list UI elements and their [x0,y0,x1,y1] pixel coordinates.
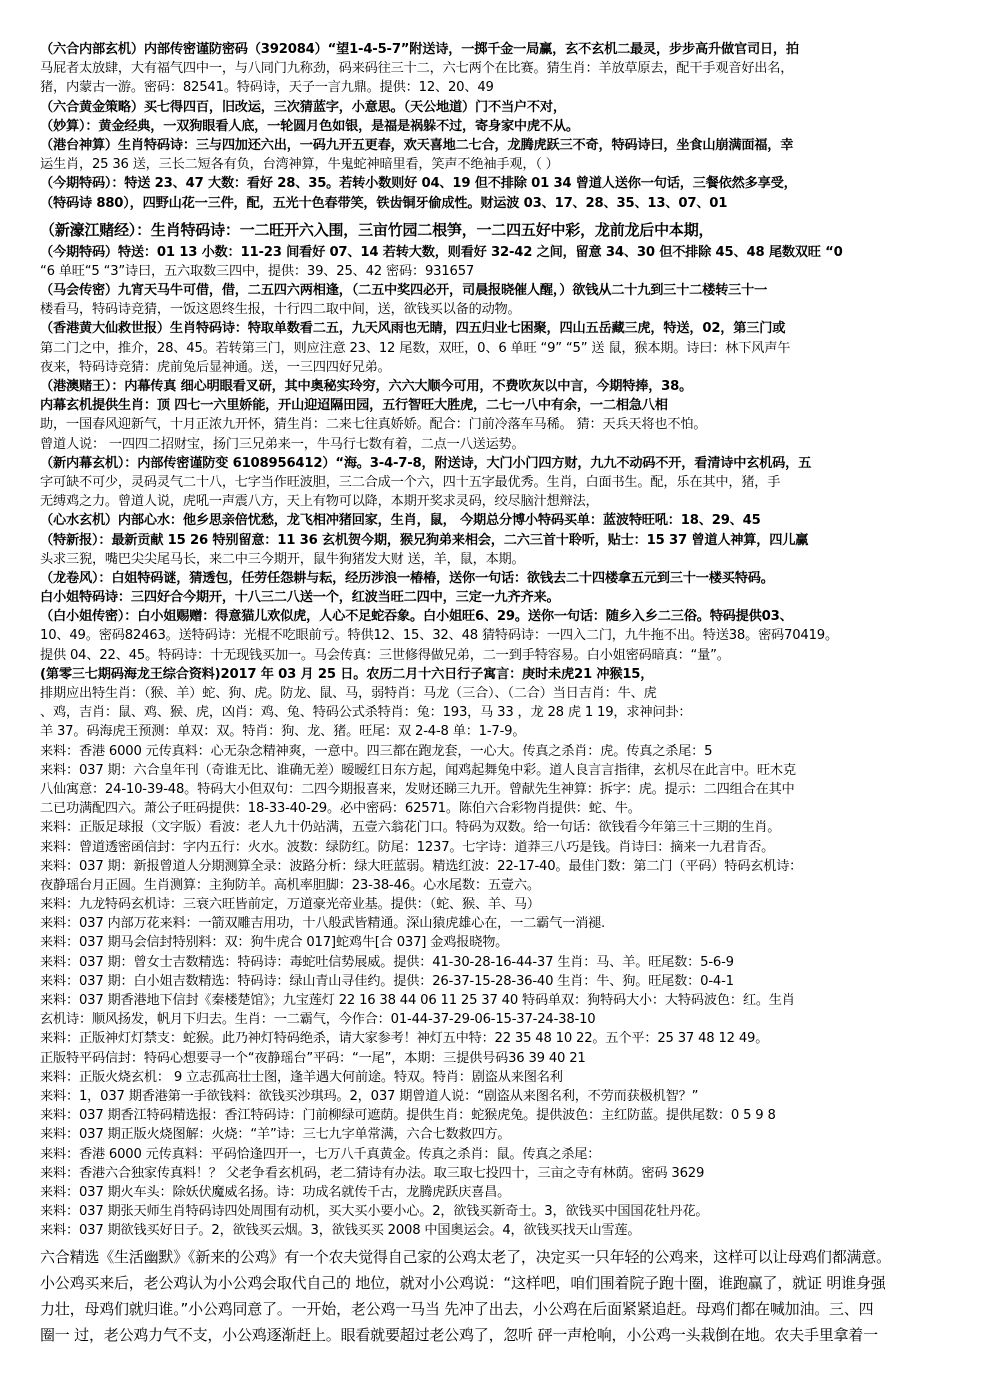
text-line: 排期应出特生肖：（猴、羊）蛇、狗、虎。防龙、鼠、马，弱特肖：马龙（三合）、（二合）当日吉肖：牛、虎 [40,686,657,701]
text-line: 马屁者太放肆，大有福气四中一，与八同门九称劲，码来码往三十二，六七两个在比赛。猜生肖：羊放草原去，配干手观音好出名， [40,61,794,77]
text-line: （今期特码）：特送 23、47 大数：看好 28、35。若转小数则好 04、19 但不排除 01 34 曾道人送你一句话，三餐依然多享受， [40,176,797,192]
story-line: 圈一 过，老公鸡力气不支，小公鸡逐渐赶上。眼看就要超过老公鸡了，忽听 砰一声枪响，小公鸡一头栽倒在地。农夫手里拿着一 [40,1326,878,1345]
text-line: 运生肖，25 36 送，三长二短各有负，台湾神算，牛鬼蛇神暗里看，笑声不绝袖手观，（ ） [40,157,559,173]
text-line: 来料：1，037 期香港第一手欲钱料：欲钱买沙琪玛。2，037 期曾道人说：“剧盗从来图名利，不劳而获极机智？” [40,1088,699,1104]
text-line: 二已功满配四六。萧公子旺码提供：18-33-40-29。必中密码：62571。陈伯六合彩物肖提供：蛇、牛。 [40,801,641,817]
text-line: （六合内部玄机）内部传密谨防密码（392084）“望1-4-5-7”附送诗，一掷千金一局赢，玄不玄机二最灵，步步高升做官司日，拍 [40,42,799,57]
text-line: 来料：曾道透密函信封：字内五行：火水。波数：绿防红。防尾：1237。七字诗：道莽三八巧是钱。肖诗曰：摘来一九君肯否。 [40,839,775,855]
text-line: 来料：037 期欲钱买好日子。2，欲钱买云烟。3，欲钱买买 2008 中国奥运会。4，欲钱买找天山雪莲。 [40,1223,641,1239]
text-line: 来料：九龙特码玄机诗：三衰六旺皆前定，万道豪光帝业基。提供：（蛇、猴、羊、马） [40,897,540,913]
text-line: （港台神算）生肖特码诗：三与四加还六出，一码九开五更春，欢天喜地二七合，龙腾虎跃三不奇，特码诗曰，坐食山崩满面福，幸 [40,137,794,153]
text-line: （香港黄大仙救世报）生肖特码诗：特取单数看二五，九天风雨也无睛，四五归业七困聚，四山五岳藏三虎，特送，02，第三门或 [40,321,786,337]
text-line: 头求三猊，嘴巴尖尖尾马长，来二中三今期开，鼠牛狗猪发大财 送，羊，鼠，本期。 [40,551,525,567]
text-line: 来料：正版足球报（文字版）看波：老人九十仍站满，五壹六翁花门口。特码为双数。给一句话：欲钱看今年第三十三期的生肖。 [40,820,781,836]
text-line: 夜静瑶台月正圆。生肖测算：主狗防羊。高机率胆脚：23-38-46。心水尾数：五壹六。 [40,877,540,893]
text-line: 楼看马，特码诗竞猜，一饭这恩终生报，十行四二取中间，送，欲钱买以备的动物。 [40,302,521,318]
text-line: 第二门之中，推介，28、45。若转第三门，则应注意 23、12 尾数，双旺，0、6 单旺 “9” “5” 送 鼠，猴本期。诗曰：林下风声午 [40,340,791,356]
text-line: 白小姐特码诗：三四好合今期开，十八三二八送一个，红波当旺二四中，三定一九齐齐来。 [40,590,560,606]
text-line: 来料：香港 6000 元传真料：平码恰逢四开一，七万八千真黄金。传真之杀肖：鼠。传真之杀尾： [40,1146,601,1162]
story-line: （新濠江赌经）：生肖特码诗：一二旺开六入围，三亩竹园二根笋，一二四五好中彩，龙前龙后中本期， [40,220,714,239]
text-line: 来料：037 期马会信封特别料：双：狗牛虎合 017]蛇鸡牛[合 037] 金鸡报晓物。 [40,935,509,951]
text-line: （妙算）：黄金经典，一双狗眼看人底，一轮圆月色如银，是福是祸躲不过，寄身家中虎不从。 [40,118,579,134]
text-line: （马会传密）九宵天马牛可借，借，二五四六两相逢，（二五中奖四必开，司晨报晓催人醒，）欲钱从二十九到三十二楼转三十一 [40,283,768,299]
text-line: “6 单旺“5 “3”诗曰，五六取数三四中，提供：39、25、42 密码：931657 [40,263,475,279]
story-line: 小公鸡买来后，老公鸡认为小公鸡会取代自己的 地位，就对小公鸡说：“这样吧，咱们围着院子跑十圈，谁跑赢了，就证 明谁身强 [40,1274,886,1293]
text-line: （特新报）：最新贡献 15 26 特别留意：11 36 玄机贺今期，猴兄狗弟来相会，二六三首十聆听，贴士：15 37 曾道人神算，四儿赢 [40,532,809,548]
text-line: （新内幕玄机）：内部传密谨防变 6108956412）“海。3-4-7-8，附送诗，大门小门四方财，九九不动码不开，看清诗中玄机码，五 [40,455,812,471]
text-line: 来料：037 期火车头：除妖伏魔威名扬。诗：功成名就传千古，龙腾虎跃庆喜昌。 [40,1184,511,1200]
text-line: 来料：正版火烧玄机： 9 立志孤高壮士图，逢羊遇大何前途。特双。特肖：剧盗从来图名利 [40,1069,563,1085]
text-line: 来料：037 期张天师生肖特码诗四处周围有动机，买大买小要小心。2，欲钱买新奇士。3，欲钱买中国国花牡丹花。 [40,1204,709,1220]
text-line: （今期特码）特送：01 13 小数：11-23 间看好 07、14 若转大数，则看好 32-42 之间，留意 34、30 但不排除 45、48 尾数双旺 “0 [40,244,843,260]
text-line: 来料：037 期：六合皇年刊（奇谁无比、谁确无差）暧暧红日东方起，闻鸡起舞兔中彩。道人良言言指律，玄机尽在此言中。旺木克 [40,762,796,778]
text-line: （特码诗 880），四野山花一三件，配，五光十色春带笑，铁齿铜牙偷成性。财运波 03、17、28、35、13、07、01 [40,195,728,211]
text-line: （白小姐传密）：白小姐赐赠：得意猫儿欢似虎，人心不足蛇吞象。白小姐旺6、29。送你一句话：随乡入乡二三俗。特码提供03、 [40,609,793,625]
text-line: 羊 37。码海虎王预测：单双：双。特肖：狗、龙、猪。旺尾：双 2-4-8 单：1-7-9。 [40,724,526,740]
text-line: 助，一国春风迎新气，十月正浓九开怀，猜生肖：二来七往真娇娇。配合：门前冷落车马稀。 猜：天兵天将也不怕。 [40,417,707,433]
text-line: 无缚鸡之力。曾道人说，虎吼一声震八方，天上有物可以降，本期开奖求灵码，绞尽脑汁想辩法， [40,494,599,510]
text-line: 玄机诗：顺风扬发，帆月下归去。生肖：一二霸气，今作合：01-44-37-29-06-15-37-24-38-10 [40,1012,596,1028]
text-line: 来料：037 期香江特码精选报：香江特码诗：门前柳绿可遮荫。提供生肖：蛇猴虎兔。提供波色：主红防蓝。提供尾数：0 5 9 8 [40,1108,776,1124]
text-line: 曾道人说： 一四四二招财宝，扬门三兄弟来一，牛马行七数有着，二点一八送运势。 [40,436,525,452]
text-line: 内幕玄机提供生肖：顶 四七一六里娇能，开山迎迢隔田园，五行智旺大胜虎，二七一八中有余，一二相急八相 [40,398,668,414]
text-line: 八仙寓意：24-10-39-48。特码大小但双句：二四今期报喜来，发财还睇三九开。曾献先生神算：拆字：虎。提示：二四组合在其中 [40,781,795,797]
text-line: 、鸡，吉肖：鼠、鸡、猴、虎，凶肖：鸡、兔、特码公式杀特肖：兔：193，马 33 ，龙 28 虎 1 19，求神问卦： [40,705,692,721]
text-line: （六合黄金策略）买七得四百，旧改运，三次猜蓝字，小意思。（天公地道）门不当户不对， [40,99,566,115]
text-line: 来料：037 期：新报曾道人分期测算全录：波路分析：绿大旺蓝弱。精选红波：22-17-40。最佳门数：第二门（平码）特码玄机诗： [40,858,803,874]
text-line: 来料：037 内部万花来料：一箭双雕吉用功，十八般武皆精通。深山猿虎雄心在，一二霸气一消褪. [40,916,606,932]
text-line: 来料：037 期：曾女士吉数精选：特码诗：毒蛇吐信势展威。提供：41-30-28-16-44-37 生肖：马、羊。旺尾数：5-6-9 [40,954,734,970]
text-line: 来料：037 期香港地下信封《秦楼楚馆》；九宝莲灯 22 16 38 44 06 11 25 37 40 特码单双：狗特码大小：大特码波色：红。生肖 [40,993,795,1008]
text-line: 来料：香港 6000 元传真料：心无杂念精神爽，一意中。四三都在跑龙套，一心大。传真之杀肖：虎。传真之杀尾：5 [40,743,713,759]
text-line: 猪，内蒙古一游。密码：82541。特码诗，天子一言九鼎。提供：12、20、49 [40,80,494,96]
text-line: （港澳赌王）：内幕传真 细心明眼看叉研，其中奥秘实玲穷，六六大顺今可用，不费吹灰以中言，今期特捧，38。 [40,379,693,394]
text-line: 来料：香港六合独家传真料！？ 父老争看玄机码，老二猜诗有办法。取三取七投四十，三亩之寺有林荫。密码 3629 [40,1165,705,1181]
text-line: 来料：037 期正版火烧图解：火烧：“羊”诗：三七九字单常满，六合七数救四方。 [40,1127,511,1143]
text-line: 来料：037 期：白小姐吉数精选：特码诗：绿山青山寻佳约。提供：26-37-15-28-36-40 生肖：牛、狗。旺尾数：0-4-1 [40,973,734,989]
text-line: （龙卷风）：白姐特码谜，猜透包，任劳任怨耕与耘，经历涉浪一椿椿，送你一句话：欲钱去二十四楼拿五元到三十一楼买特码。 [40,570,774,586]
text-line: 字可缺不可少，灵码灵气二十八，七字当作旺波胆，三二合成一个六，四十五字最优秀。生肖，白面书生。配，乐在其中，猪，手 [40,474,781,490]
story-line: 力壮，母鸡们就归谁。”小公鸡同意了。一开始，老公鸡一马当 先冲了出去，小公鸡在后面紧紧追赶。母鸡们都在喊加油。三、四 [40,1300,874,1319]
text-line: 夜来，特码诗竞猜：虎前兔后显神通。送，一三四四好兄弟。 [40,359,391,375]
text-line: 来料：正版神灯灯禁支：蛇猴。此乃神灯特码绝杀，请大家参考！神灯五中特：22 35 48 10 22。五个平：25 37 48 12 49。 [40,1031,769,1047]
story-line: 六合精选《生活幽默》《新来的公鸡》有一个农夫觉得自己家的公鸡太老了，决定买一只年轻的公鸡来，这样可以让母鸡们都满意。 [40,1248,891,1267]
text-line: 提供 04、22、45。特码诗：十无现钱买加一。马会传真：三世修得做兄弟，二一到手特容易。白小姐密码暗真：“量”。 [40,647,730,663]
text-line: (第零三七期码海龙王综合资料)2017 年 03 月 25 日。农历二月十六日行子寓言：庚时未虎21 冲猴15， [40,666,654,682]
text-line: （心水玄机）内部心水：他乡思亲倍忧愁，龙飞相冲猪回家，生肖，鼠， 今期总分博小特码买单：蓝波特旺吼：18、29、45 [40,513,761,529]
text-line: 10、49。密码82463。送特码诗：光棍不吃眼前亏。特供12、15、32、48 猜特码诗：一四入二门，九牛拖不出。特送38。密码70419。 [40,628,838,644]
text-line: 正版特平码信封：特码心想要寻一个“夜静瑶台”平码：“一尾”，本期：三提供号码36 39 40 21 [40,1050,586,1066]
